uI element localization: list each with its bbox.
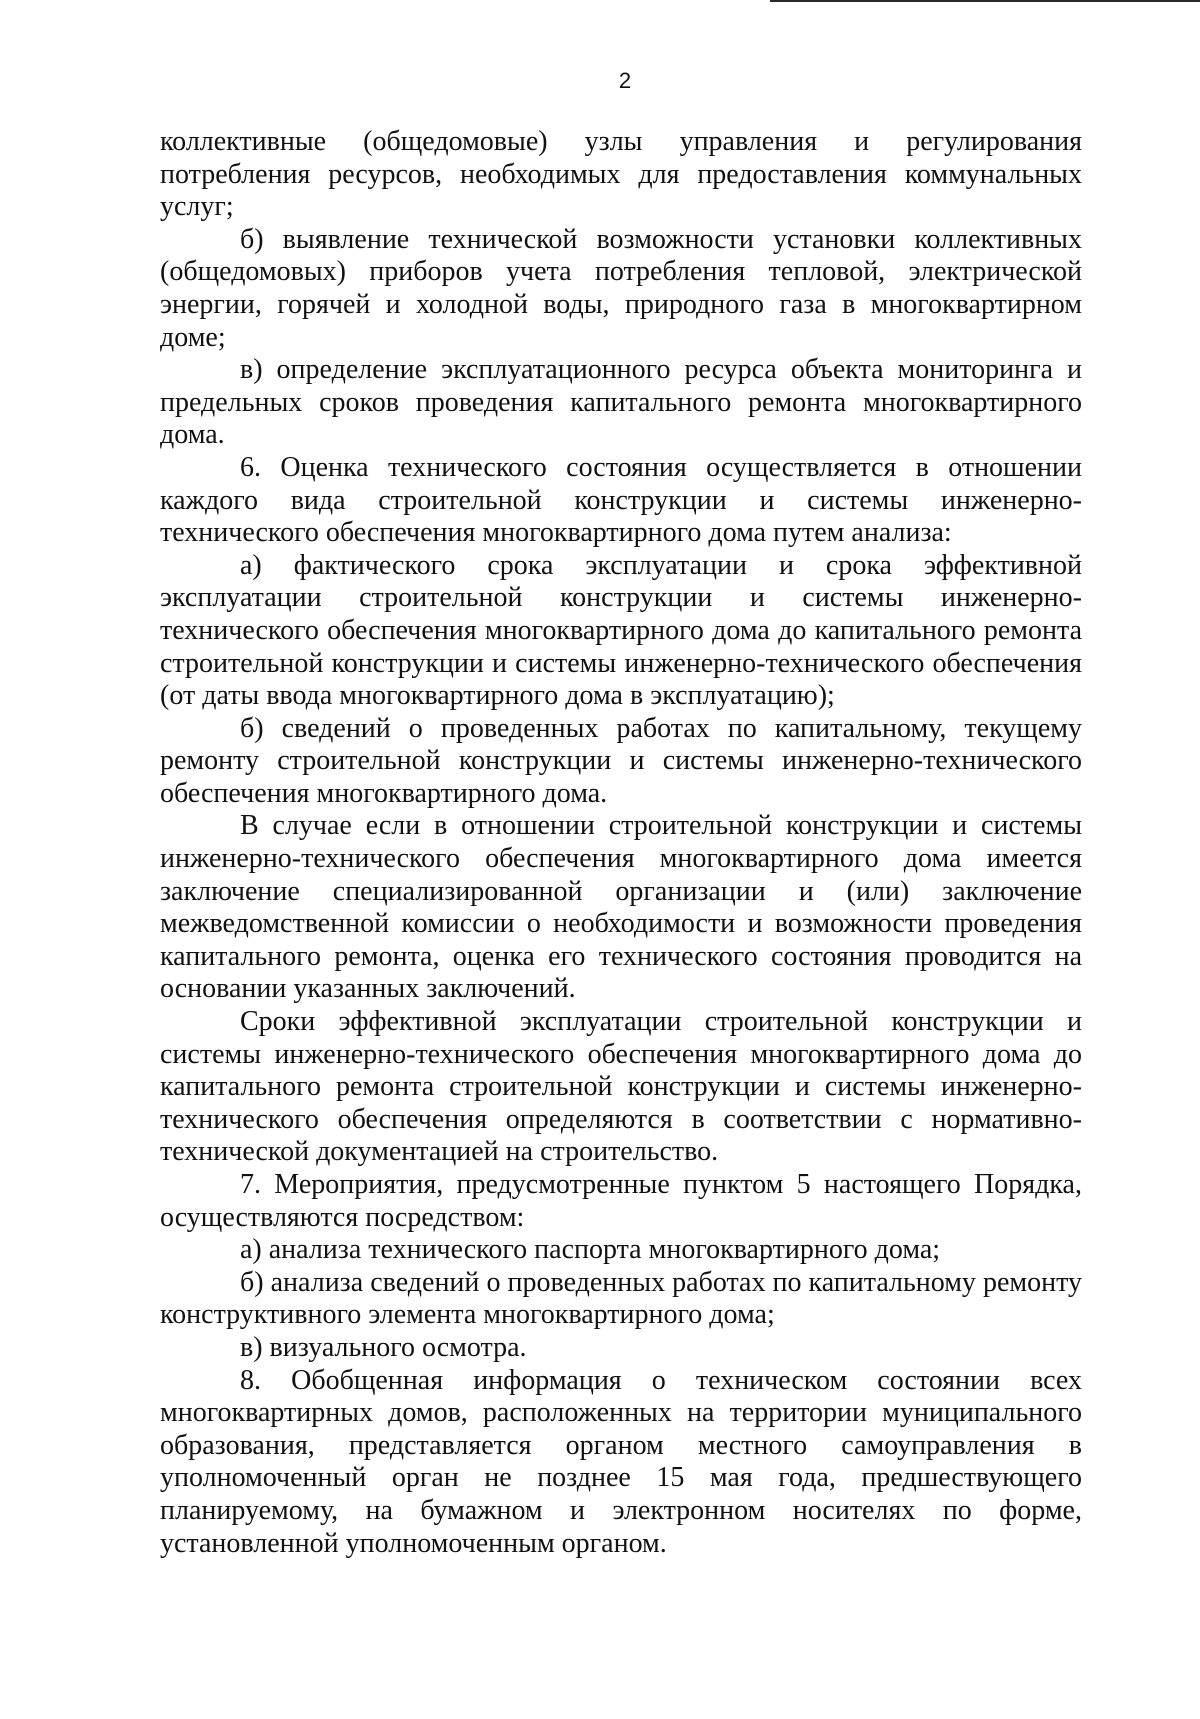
- paragraph: 7. Мероприятия, предусмотренные пунктом 5 настоящего Порядка, осуществляются посредством:: [160, 1169, 1082, 1233]
- paragraph: б) анализа сведений о проведенных работах по капитальному ремонту конструктивного элемента многоквартирного дома;: [160, 1266, 1082, 1331]
- paragraph: а) анализа технического паспорта многоквартирного дома;: [240, 1234, 941, 1266]
- paragraph: 6. Оценка технического состояния осуществляется в отношении каждого вида строительной конструкции и системы инженерно-технического обеспечения многоквартирного дома путем анализа:: [160, 451, 1082, 549]
- paragraph: б) сведений о проведенных работах по капитальному, текущему ремонту строительной конструкции и системы инженерно-технического обеспечения многоквартирного дома.: [160, 712, 1082, 809]
- paragraph: коллективные (общедомовые) узлы управления и регулирования потребления ресурсов, необходимых для предоставления коммунальных услуг;: [160, 126, 1082, 223]
- paragraph: Сроки эффективной эксплуатации строительной конструкции и системы инженерно-технического обеспечения многоквартирного дома до капитального ремонта строительной конструкции и системы инженерно-технического обеспечения определяются в соответствии с нормативно-технической документацией на строительство.: [160, 1006, 1082, 1168]
- paragraph: В случае если в отношении строительной конструкции и системы инженерно-технического обеспечения многоквартирного дома имеется заключение специализированной организации и (или) заключение межведомственной комиссии о необходимости и возможности проведения капитального ремонта, оценка его технического состояния проводится на основании указанных заключений.: [160, 810, 1082, 1005]
- document-body: [160, 126, 1082, 1560]
- paragraph: в) визуального осмотра.: [240, 1331, 527, 1363]
- paragraph: б) выявление технической возможности установки коллективных (общедомовых) приборов учета потребления тепловой, электрической энергии, горячей и холодной воды, природного газа в многоквартирном доме;: [160, 223, 1082, 353]
- paragraph: 8. Обобщенная информация о техническом состоянии всех многоквартирных домов, расположенных на территории муниципального образования, представляется органом местного самоуправления в уполномоченный орган не позднее 15 мая года, предшествующего планируемому, на бумажном и электронном носителях по форме, установленной уполномоченным органом.: [160, 1364, 1082, 1559]
- paragraph: а) фактического срока эксплуатации и срока эффективной эксплуатации строительной конструкции и системы инженерно-технического обеспечения многоквартирного дома до капитального ремонта строительной конструкции и системы инженерно-технического обеспечения (от даты ввода многоквартирного дома в эксплуатацию);: [160, 549, 1082, 712]
- scan-edge-line: [770, 0, 1200, 2]
- page-number: 2: [618, 68, 632, 93]
- paragraph: в) определение эксплуатационного ресурса объекта мониторинга и предельных сроков проведения капитального ремонта многоквартирного дома.: [160, 354, 1082, 451]
